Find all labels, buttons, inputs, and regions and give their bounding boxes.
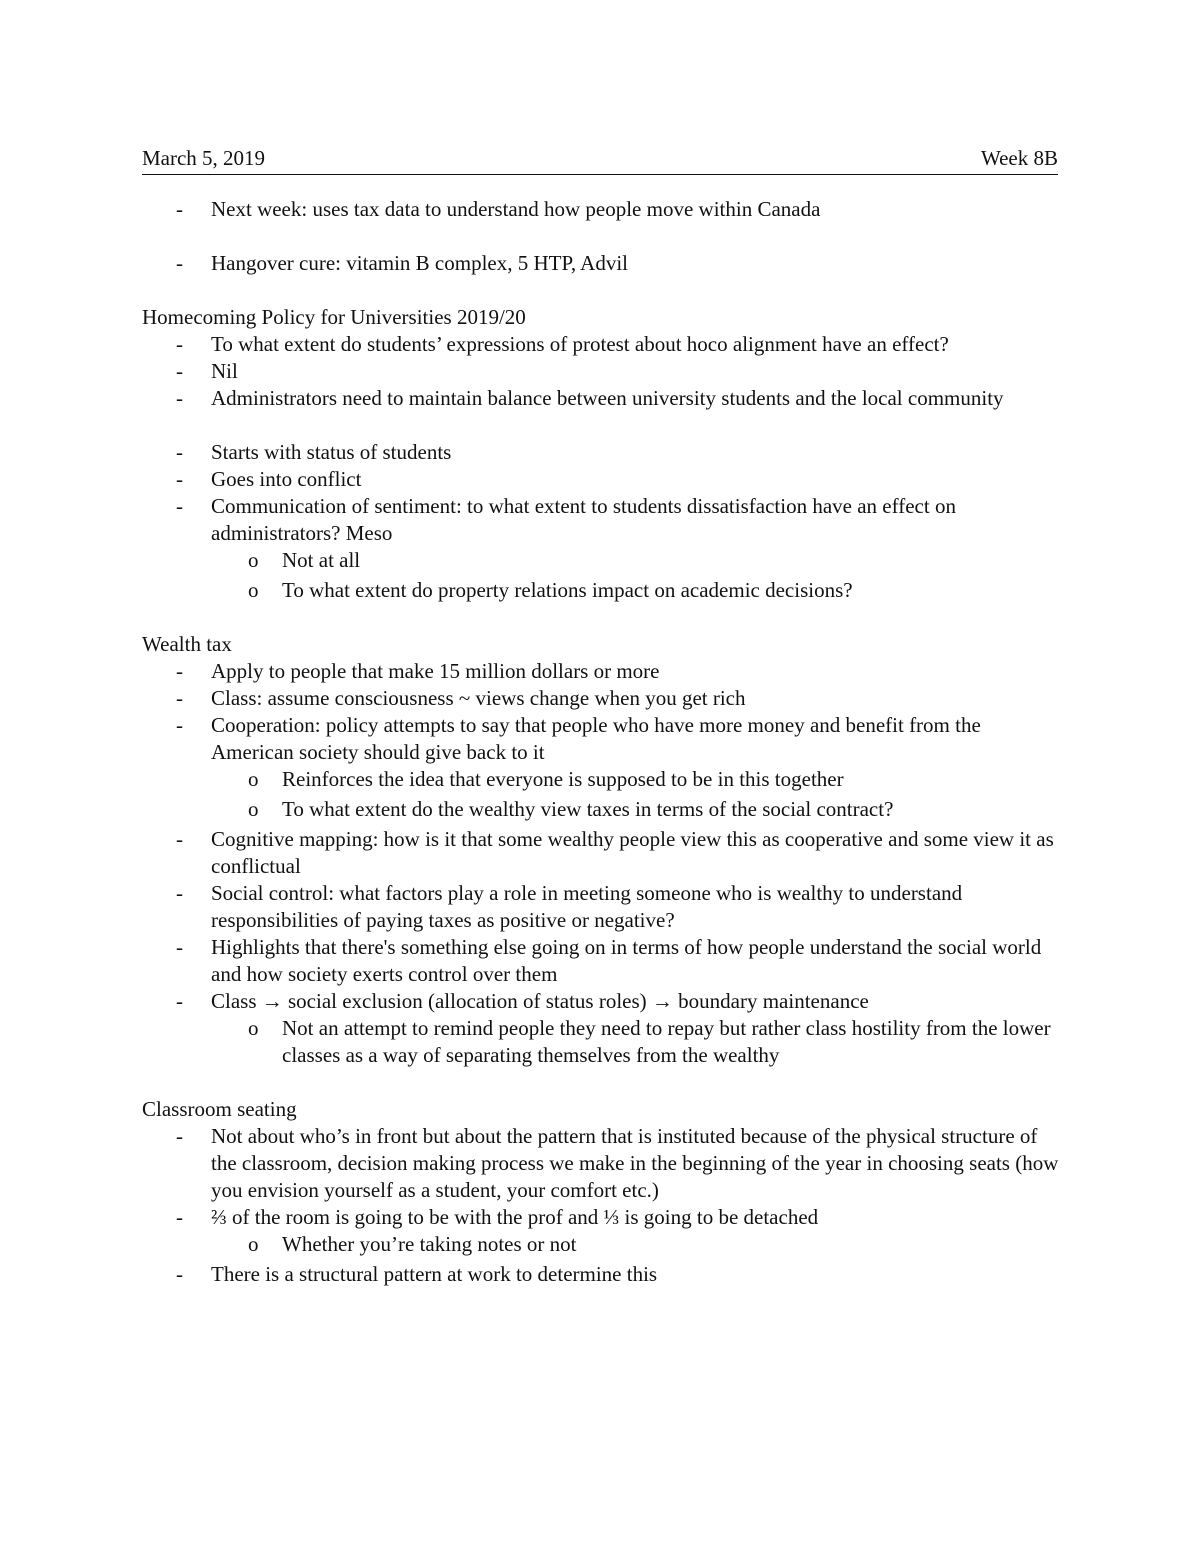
sub-bullet-item: o To what extent do the wealthy view taxes in terms of the social contract? xyxy=(142,796,1062,823)
bullet-item: - There is a structural pattern at work to determine this xyxy=(142,1261,1062,1288)
bullet-item: - Highlights that there's something else going on in terms of how people understand the social world and how society exerts control over them xyxy=(142,934,1062,988)
bullet-item: - ⅔ of the room is going to be with the prof and ⅓ is going to be detached xyxy=(142,1204,1062,1231)
bullet-item: - Class: assume consciousness ~ views change when you get rich xyxy=(142,685,1062,712)
bullet-item: - Apply to people that make 15 million dollars or more xyxy=(142,658,1062,685)
page-header xyxy=(142,144,1058,175)
notes-body xyxy=(142,196,1062,1288)
bullet-item: - Starts with status of students xyxy=(142,439,1062,466)
sub-bullet-item: o Not an attempt to remind people they need to repay but rather class hostility from the lower classes as a way of separating themselves from the wealthy xyxy=(142,1015,1062,1069)
bullet-item: - Cognitive mapping: how is it that some wealthy people view this as cooperative and some view it as conflictual xyxy=(142,826,1062,880)
bullet-item: - Class → social exclusion (allocation of status roles) → boundary maintenance xyxy=(142,988,1062,1015)
bullet-item: - Administrators need to maintain balance between university students and the local community xyxy=(142,385,1062,412)
header-date: March 5, 2019 xyxy=(142,146,266,170)
bullet-item: - Goes into conflict xyxy=(142,466,1062,493)
sub-bullet-item: o Reinforces the idea that everyone is supposed to be in this together xyxy=(142,766,1062,793)
section-heading-classroom: Classroom seating xyxy=(142,1097,297,1121)
header-week: Week 8B xyxy=(980,146,1058,170)
bullet-item: - Hangover cure: vitamin B complex, 5 HTP, Advil xyxy=(142,250,1062,277)
bullet-item: - Not about who’s in front but about the pattern that is instituted because of the physical structure of the classroom, decision making process we make in the beginning of the year in choosing seats (how you envision yourself as a student, your comfort etc.) xyxy=(142,1123,1062,1204)
bullet-item: - To what extent do students’ expressions of protest about hoco alignment have an effect? xyxy=(142,331,1062,358)
bullet-item: - Cooperation: policy attempts to say that people who have more money and benefit from the American society should give back to it xyxy=(142,712,1062,766)
sub-bullet-item: o To what extent do property relations impact on academic decisions? xyxy=(142,577,1062,604)
section-heading-homecoming: Homecoming Policy for Universities 2019/20 xyxy=(142,305,526,329)
bullet-item: - Next week: uses tax data to understand how people move within Canada xyxy=(142,196,1062,223)
sub-bullet-item: o Whether you’re taking notes or not xyxy=(142,1231,1062,1258)
section-heading-wealth: Wealth tax xyxy=(142,632,232,656)
sub-bullet-item: o Not at all xyxy=(142,547,1062,574)
bullet-item: - Social control: what factors play a role in meeting someone who is wealthy to understand responsibilities of paying taxes as positive or negative? xyxy=(142,880,1062,934)
bullet-item: - Nil xyxy=(142,358,1062,385)
bullet-item: - Communication of sentiment: to what extent to students dissatisfaction have an effect on administrators? Meso xyxy=(142,493,1062,547)
